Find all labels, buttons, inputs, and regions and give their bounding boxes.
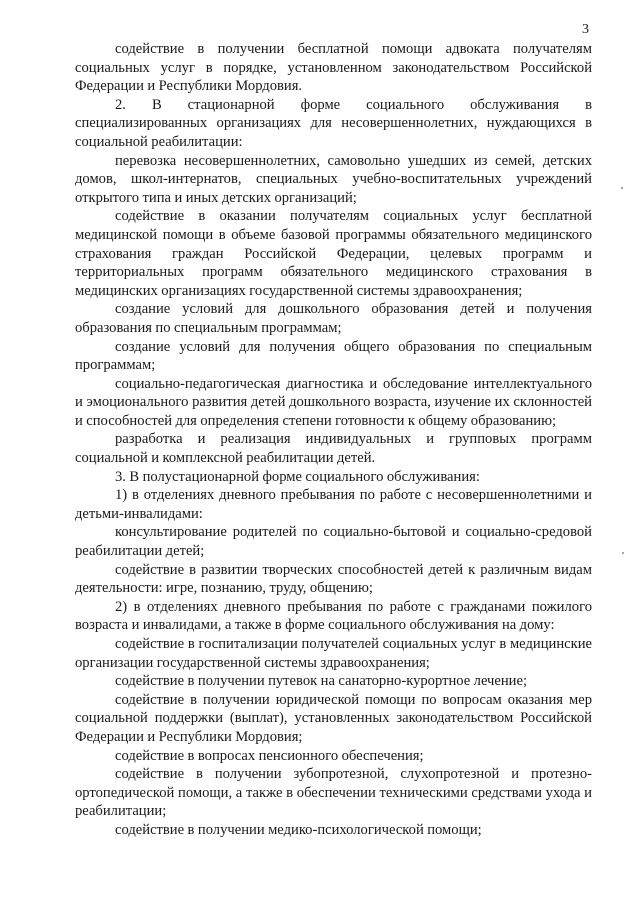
paragraph: содействие в получении юридической помощи по вопросам оказания мер социальной поддержки (выплат), установленных законодательством Российской Федерации и Республики Мордовия; — [75, 691, 592, 745]
paragraph: содействие в получении медико-психологической помощи; — [115, 821, 482, 838]
paragraph: разработка и реализация индивидуальных и групповых программ социальной и комплексной реабилитации детей. — [75, 431, 592, 467]
page-number: 3 — [582, 22, 589, 37]
paragraph: содействие в развитии творческих способностей детей к различным видам деятельности: игре, познанию, труду, общению; — [75, 561, 592, 597]
paragraph: содействие в получении бесплатной помощи адвоката получателям социальных услуг в порядке, установленном законодательством Российской Федерации и Республики Мордовия. — [75, 41, 592, 95]
paragraph: содействие в получении путевок на санаторно-курортное лечение; — [115, 673, 528, 690]
paragraph: содействие в госпитализации получателей социальных услуг в медицинские организации государственной системы здравоохранения; — [75, 636, 592, 671]
scan-speck — [621, 187, 623, 189]
paragraph: содействие в получении зубопротезной, слухопротезной и протезно-ортопедической помощи, а также в обеспечении техническими средствами ухода и реабилитации; — [75, 766, 592, 820]
paragraph: перевозка несовершеннолетних, самовольно ушедших из семей, детских домов, школ-интернатов, специальных учебно-воспитательных учреждений открытого типа и иных детских организаций; — [75, 152, 592, 206]
paragraph: содействие в вопросах пенсионного обеспечения; — [115, 747, 424, 764]
document-body — [75, 40, 592, 840]
paragraph: 1) в отделениях дневного пребывания по работе с несовершеннолетними и детьми-инвалидами: — [75, 487, 592, 522]
paragraph: социально-педагогическая диагностика и обследование интеллектуального и эмоционального развития детей дошкольного возраста, изучение их склонностей и способностей для определения степени готовности к общему образованию; — [75, 375, 592, 429]
paragraph: 3. В полустационарной форме социального обслуживания: — [115, 468, 480, 485]
paragraph: создание условий для дошкольного образования детей и получения образования по специальным программам; — [75, 301, 592, 336]
paragraph: создание условий для получения общего образования по специальным программам; — [75, 338, 592, 374]
paragraph: 2. В стационарной форме социального обслуживания в специализированных организациях для несовершеннолетних, нуждающихся в социальной реабилитации: — [75, 96, 592, 150]
paragraph: содействие в оказании получателям социальных услуг бесплатной медицинской помощи в объеме базовой программы обязательного медицинского страхования граждан Российской Федерации, целевых программ и территориальных программ обязательного медицинского страхования в медицинских организациях государственной системы здравоохранения; — [75, 208, 592, 299]
paragraph: 2) в отделениях дневного пребывания по работе с гражданами пожилого возраста и инвалидами, а также в форме социального обслуживания на дому: — [75, 598, 592, 634]
paragraph: консультирование родителей по социально-бытовой и социально-средовой реабилитации детей; — [75, 524, 592, 560]
scan-speck — [622, 552, 624, 554]
